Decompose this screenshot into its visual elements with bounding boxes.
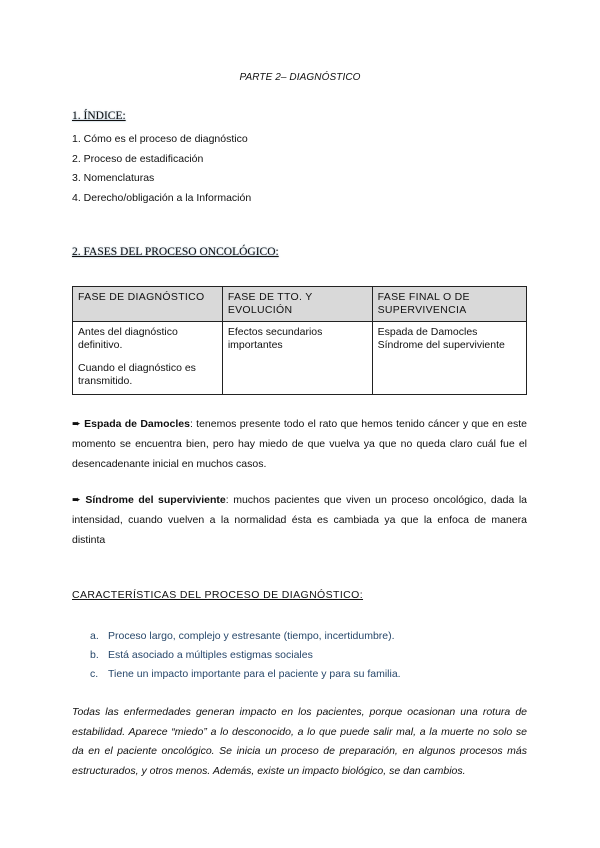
cell-line: Síndrome del superviviente	[377, 339, 505, 351]
index-item: 3. Nomenclaturas	[72, 172, 155, 184]
index-heading: 1. ÍNDICE:	[72, 110, 126, 122]
table-header-cell: FASE DE DIAGNÓSTICO	[73, 287, 223, 322]
index-item: 1. Cómo es el proceso de diagnóstico	[72, 133, 248, 145]
cell-line: Cuando el diagnóstico es transmitido.	[78, 362, 196, 387]
cell-line: Espada de Damocles	[377, 326, 478, 338]
list-text: Está asociado a múltiples estigmas sociales	[108, 649, 313, 661]
cell-line: Efectos secundarios importantes	[227, 326, 323, 351]
table-cell	[372, 322, 526, 395]
characteristics-list	[90, 627, 401, 684]
damocles-term: Espada de Damocles	[84, 418, 190, 430]
arrow-icon: ➨	[72, 494, 81, 506]
table-cell	[73, 322, 223, 395]
list-item	[90, 646, 401, 665]
table-header-cell: FASE DE TTO. Y EVOLUCIÓN	[222, 287, 372, 322]
damocles-paragraph	[72, 414, 527, 474]
index-item: 4. Derecho/obligación a la Información	[72, 191, 252, 204]
list-text: Tiene un impacto importante para el paciente y para su familia.	[108, 668, 401, 680]
list-text: Proceso largo, complejo y estresante (tiempo, incertidumbre).	[108, 630, 395, 642]
arrow-icon: ➨	[72, 418, 81, 430]
closing-paragraph: Todas las enfermedades generan impacto en los pacientes, porque ocasionan una rotura de estabilidad. Aparece “miedo” a lo desconocido, a lo que puede salir mal, a la muerte no solo se da en el paciente oncológico. Se inicia un proceso de preparación, en algunos procesos más estructurados, y otros menos. Además, existe un impacto biológico, se dan cambios.	[72, 706, 527, 777]
survivor-term: Síndrome del superviviente	[85, 494, 226, 506]
list-item	[90, 627, 401, 646]
table-cell	[222, 322, 372, 395]
phases-table	[72, 286, 527, 395]
damocles-text: : tenemos presente todo el rato que hemos tenido cáncer y que en este momento se encuentra bien, pero hay miedo de que vuelva ya que no queda claro cuál fue el desencadenante inicial en muchos casos.	[72, 418, 528, 470]
index-list	[72, 130, 251, 208]
list-item	[90, 665, 401, 684]
characteristics-title: CARACTERÍSTICAS DEL PROCESO DE DIAGNÓSTICO:	[72, 589, 364, 601]
survivor-text: : muchos pacientes que viven un proceso oncológico, dada la intensidad, cuando vuelven a la normalidad ésta es cambiada ya que la enfoca de manera distinta	[72, 494, 527, 546]
phases-heading: 2. FASES DEL PROCESO ONCOLÓGICO:	[72, 246, 279, 258]
page-title: PARTE 2– DIAGNÓSTICO	[239, 72, 361, 83]
cell-line: Antes del diagnóstico definitivo.	[78, 326, 178, 351]
index-item: 2. Proceso de estadificación	[72, 152, 204, 165]
table-header-row	[73, 287, 527, 322]
list-letter: a.	[90, 630, 99, 642]
survivor-paragraph	[72, 490, 527, 550]
list-letter: c.	[90, 668, 99, 680]
table-row	[73, 322, 527, 395]
table-header-cell: FASE FINAL O DE SUPERVIVENCIA	[372, 287, 526, 322]
list-letter: b.	[90, 649, 99, 661]
